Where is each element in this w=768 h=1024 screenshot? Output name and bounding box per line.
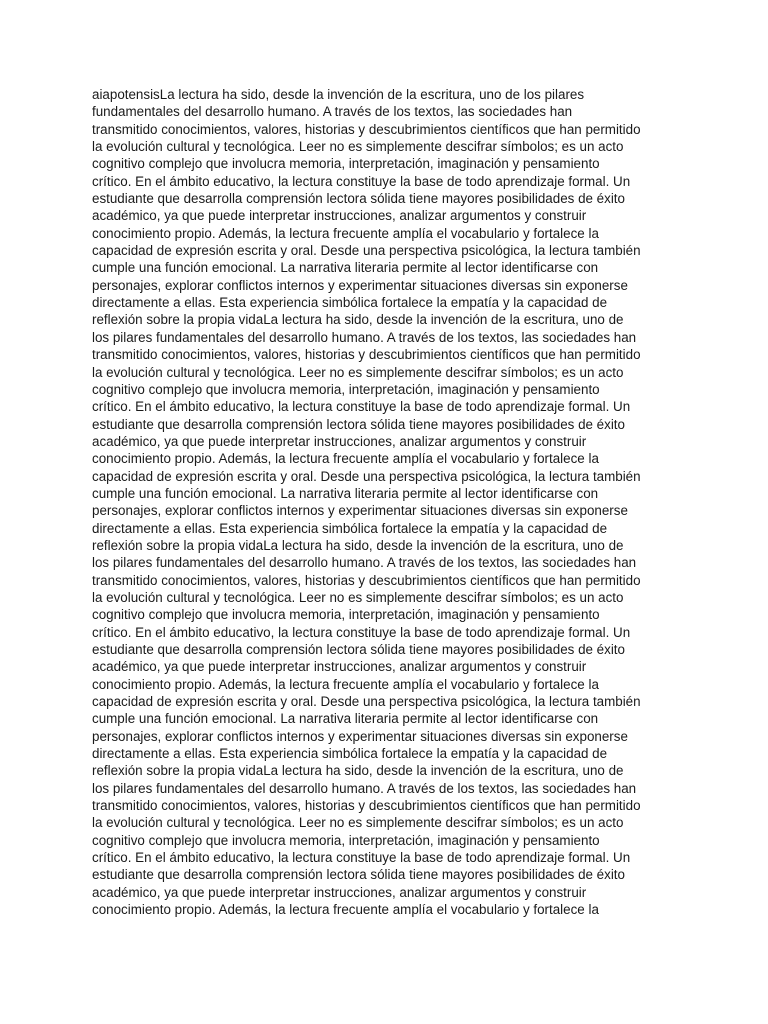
- text-line: personajes, explorar conflictos internos y experimentar situaciones diversas sin exponerse: [92, 277, 628, 293]
- text-line: la evolución cultural y tecnológica. Leer no es simplemente descifrar símbolos; es un acto: [92, 815, 624, 831]
- text-line: transmitido conocimientos, valores, historias y descubrimientos científicos que han permitido: [92, 347, 641, 363]
- text-line: aiapotensisLa lectura ha sido, desde la invención de la escritura, uno de los pilares: [92, 87, 585, 102]
- text-line: transmitido conocimientos, valores, historias y descubrimientos científicos que han permitido: [92, 798, 641, 814]
- text-line: cognitivo complejo que involucra memoria, interpretación, imaginación y pensamiento: [92, 607, 600, 623]
- text-line: estudiante que desarrolla comprensión lectora sólida tiene mayores posibilidades de éxito: [92, 867, 625, 883]
- text-line: cognitivo complejo que involucra memoria, interpretación, imaginación y pensamiento: [92, 156, 600, 172]
- text-line: directamente a ellas. Esta experiencia simbólica fortalece la empatía y la capacidad de: [92, 746, 608, 762]
- text-line: conocimiento propio. Además, la lectura frecuente amplía el vocabulario y fortalece la: [92, 451, 599, 467]
- text-line: reflexión sobre la propia vidaLa lectura ha sido, desde la invención de la escritura, uno de: [92, 537, 624, 553]
- text-line: capacidad de expresión escrita y oral. Desde una perspectiva psicológica, la lectura también: [92, 243, 641, 259]
- text-line: estudiante que desarrolla comprensión lectora sólida tiene mayores posibilidades de éxito: [92, 642, 625, 657]
- text-line: estudiante que desarrolla comprensión lectora sólida tiene mayores posibilidades de éxito: [92, 191, 625, 207]
- text-line: reflexión sobre la propia vidaLa lectura ha sido, desde la invención de la escritura, uno de: [92, 312, 624, 328]
- text-line: transmitido conocimientos, valores, historias y descubrimientos científicos que han permitido: [92, 121, 641, 137]
- text-line: crítico. En el ámbito educativo, la lectura constituye la base de todo aprendizaje formal. Un: [92, 624, 631, 640]
- text-line: los pilares fundamentales del desarrollo humano. A través de los textos, las sociedades han: [92, 329, 637, 345]
- text-line: transmitido conocimientos, valores, historias y descubrimientos científicos que han permitido: [92, 572, 641, 588]
- text-line: los pilares fundamentales del desarrollo humano. A través de los textos, las sociedades han: [92, 780, 637, 796]
- text-line: la evolución cultural y tecnológica. Leer no es simplemente descifrar símbolos; es un acto: [92, 139, 624, 155]
- text-line: académico, ya que puede interpretar instrucciones, analizar argumentos y construir: [92, 884, 587, 900]
- text-line: cumple una función emocional. La narrativa literaria permite al lector identificarse con: [92, 711, 599, 727]
- text-line: crítico. En el ámbito educativo, la lectura constituye la base de todo aprendizaje formal. Un: [92, 850, 631, 866]
- text-line: directamente a ellas. Esta experiencia simbólica fortalece la empatía y la capacidad de: [92, 295, 608, 311]
- text-line: los pilares fundamentales del desarrollo humano. A través de los textos, las sociedades han: [92, 555, 637, 571]
- text-line: académico, ya que puede interpretar instrucciones, analizar argumentos y construir: [92, 659, 587, 675]
- text-line: académico, ya que puede interpretar instrucciones, analizar argumentos y construir: [92, 433, 587, 449]
- text-line: directamente a ellas. Esta experiencia simbólica fortalece la empatía y la capacidad de: [92, 520, 608, 536]
- text-line: estudiante que desarrolla comprensión lectora sólida tiene mayores posibilidades de éxito: [92, 416, 625, 432]
- text-line: académico, ya que puede interpretar instrucciones, analizar argumentos y construir: [92, 208, 587, 224]
- text-line: crítico. En el ámbito educativo, la lectura constituye la base de todo aprendizaje formal. Un: [92, 173, 631, 189]
- text-line: conocimiento propio. Además, la lectura frecuente amplía el vocabulario y fortalece la: [92, 676, 599, 692]
- text-line: personajes, explorar conflictos internos y experimentar situaciones diversas sin exponerse: [92, 503, 628, 519]
- text-line: la evolución cultural y tecnológica. Leer no es simplemente descifrar símbolos; es un acto: [92, 589, 624, 605]
- text-line: personajes, explorar conflictos internos y experimentar situaciones diversas sin exponerse: [92, 728, 628, 744]
- body-paragraph: [92, 86, 692, 919]
- text-line: cumple una función emocional. La narrativa literaria permite al lector identificarse con: [92, 260, 599, 276]
- text-line: conocimiento propio. Además, la lectura frecuente amplía el vocabulario y fortalece la: [92, 225, 599, 241]
- text-line: fundamentales del desarrollo humano. A través de los textos, las sociedades han: [92, 104, 573, 120]
- text-line: cumple una función emocional. La narrativa literaria permite al lector identificarse con: [92, 485, 599, 501]
- text-line: crítico. En el ámbito educativo, la lectura constituye la base de todo aprendizaje formal. Un: [92, 399, 631, 415]
- text-line: reflexión sobre la propia vidaLa lectura ha sido, desde la invención de la escritura, uno de: [92, 763, 624, 779]
- text-line: conocimiento propio. Además, la lectura frecuente amplía el vocabulario y fortalece la: [92, 902, 599, 918]
- text-line: la evolución cultural y tecnológica. Leer no es simplemente descifrar símbolos; es un acto: [92, 364, 624, 380]
- text-line: capacidad de expresión escrita y oral. Desde una perspectiva psicológica, la lectura también: [92, 468, 641, 484]
- text-line: cognitivo complejo que involucra memoria, interpretación, imaginación y pensamiento: [92, 832, 600, 848]
- text-line: cognitivo complejo que involucra memoria, interpretación, imaginación y pensamiento: [92, 381, 600, 397]
- text-line: capacidad de expresión escrita y oral. Desde una perspectiva psicológica, la lectura también: [92, 694, 641, 710]
